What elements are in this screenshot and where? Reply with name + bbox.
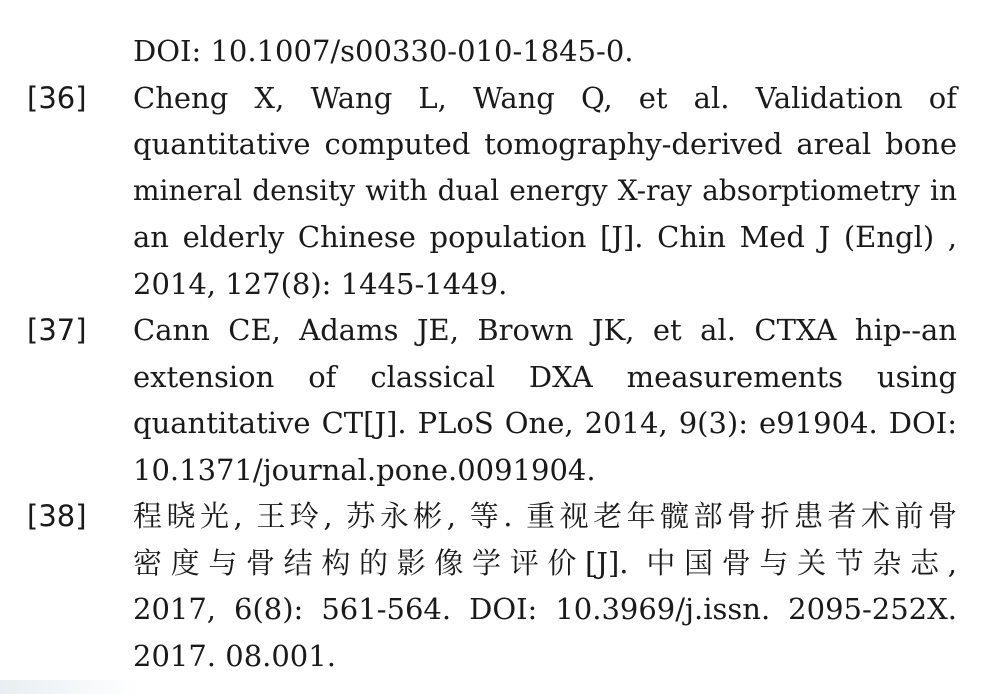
reference-38-line-1: 程晓光, 王玲, 苏永彬, 等. 重视老年髋部骨折患者术前骨: [133, 499, 957, 533]
reference-38-line-3: 2017, 6(8): 561-564. DOI: 10.3969/j.issn. 2095-252X.: [133, 592, 957, 626]
reference-36-line-1: Cheng X, Wang L, Wang Q, et al. Validation of: [133, 81, 957, 115]
reference-number-37: [37]: [27, 313, 87, 347]
reference-38-line-2: 密度与骨结构的影像学评价[J]. 中国骨与关节杂志,: [133, 546, 957, 580]
reference-36-line-4: an elderly Chinese population [J]. Chin Med J (Engl) ,: [133, 220, 957, 254]
reference-36-line-3: mineral density with dual energy X-ray absorptiometry in: [133, 174, 957, 207]
reference-37-line-2: extension of classical DXA measurements using: [133, 360, 957, 394]
reference-35-continuation: DOI: 10.1007/s00330-010-1845-0.: [133, 34, 634, 68]
reference-number-36: [36]: [27, 81, 87, 115]
reference-38-line-4: 2017. 08.001.: [133, 639, 336, 673]
reference-number-38: [38]: [27, 499, 87, 533]
reference-37-line-4: 10.1371/journal.pone.0091904.: [133, 453, 596, 487]
reference-37-line-1: Cann CE, Adams JE, Brown JK, et al. CTXA hip--an: [133, 313, 957, 347]
reference-36-line-5: 2014, 127(8): 1445-1449.: [133, 267, 508, 301]
reference-36-line-2: quantitative computed tomography-derived areal bone: [133, 127, 957, 161]
reference-37-line-3: quantitative CT[J]. PLoS One, 2014, 9(3): e91904. DOI:: [133, 406, 957, 440]
page-edge-shadow: [0, 680, 140, 694]
